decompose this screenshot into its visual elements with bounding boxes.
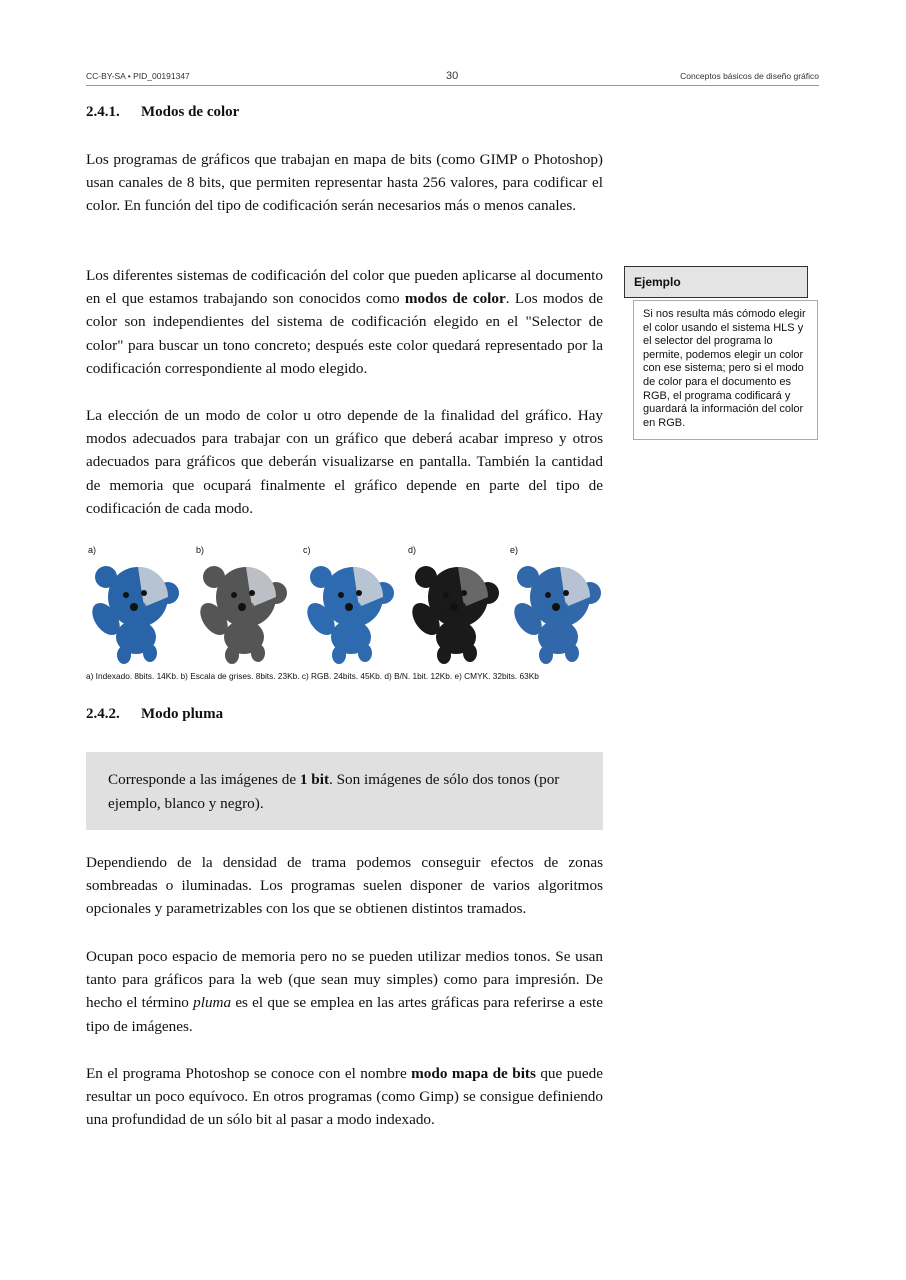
teddy-bear-image [86, 545, 186, 665]
paragraph: Dependiendo de la densidad de trama podemos conseguir efectos de zonas sombreadas o iluminadas. Los programas suelen disponer de varios algoritmos opcionales y parametrizables con los que se obtienen distintos tramados. [86, 854, 603, 918]
header-left: CC-BY-SA • PID_00191347 [86, 71, 190, 81]
paragraph [86, 1062, 603, 1132]
header-right: Conceptos básicos de diseño gráfico [680, 71, 819, 81]
section-heading-modos-color [86, 104, 239, 121]
paragraph [86, 945, 603, 1038]
teddy-bear-icon [301, 557, 401, 665]
sidebar-title: Ejemplo [624, 266, 808, 298]
teddy-bear-image [406, 545, 506, 665]
paragraph: Los programas de gráficos que trabajan en mapa de bits (como GIMP o Photoshop) usan canales de 8 bits, que permiten representar hasta 256 valores, para codificar el color. En función del tipo de codificación serán necesarios más o menos canales. [86, 151, 603, 215]
text: Los diferentes sistemas de codificación del color que pueden aplicarse al documento en el que estamos trabajando son conocidos como [86, 267, 603, 308]
section-heading-modo-pluma [86, 706, 223, 723]
page-number: 30 [446, 70, 459, 82]
text: que puede resultar un poco equívoco. En otros programas (como Gimp) se consigue definiendo una profundidad de un sólo bit al pasar a modo indexado. [86, 1065, 603, 1129]
text: En el programa Photoshop se conoce con el nombre [86, 1065, 412, 1082]
text: . Los modos de color son independientes del sistema de codificación elegido en el "Selector de color" para buscar un tono concreto; después este color quedará representado por la codificación correspondiente al modo elegido. [86, 290, 604, 377]
figure-label: a) [88, 545, 97, 555]
bold-term: 1 bit [299, 771, 330, 788]
section-number: 2.4.1. [86, 104, 120, 120]
teddy-bear-icon [194, 557, 294, 665]
teddy-bear-icon [406, 557, 506, 665]
figure-label: d) [408, 545, 417, 555]
bold-term: modos de color [404, 290, 506, 308]
bold-term: modo mapa de bits [411, 1065, 536, 1082]
section-title: Modo pluma [141, 706, 224, 722]
teddy-bear-image [301, 545, 401, 665]
figure-label: e) [510, 545, 519, 555]
teddy-bear-icon [86, 557, 186, 665]
text: es el que se emplea en las artes gráficas para referirse a este tipo de imágenes. [86, 994, 603, 1035]
paragraph [86, 264, 603, 380]
section-number: 2.4.2. [86, 706, 120, 722]
teddy-bear-image [194, 545, 294, 665]
section-title: Modos de color [141, 104, 240, 120]
teddy-bear-figure [86, 545, 603, 665]
teddy-bear-icon [508, 557, 608, 665]
figure-label: b) [196, 545, 205, 555]
sidebar-text: Si nos resulta más cómodo elegir el color usando el sistema HLS y el selector del programa lo permite, podemos elegir un color con ese sistema; pero si el modo de color para el documento es RGB, el programa codificará y guardará la información del color en RGB. [633, 300, 818, 440]
header-rule [86, 85, 819, 86]
text: Corresponde a las imágenes de [108, 771, 300, 788]
paragraph: La elección de un modo de color u otro depende de la finalidad del gráfico. Hay modos adecuados para trabajar con un gráfico que deberá acabar impreso y otros adecuados para gráficos que deberán visualizarse en pantalla. También la cantidad de memoria que ocupará finalmente el gráfico depende en parte del tipo de codificación de cada modo. [86, 407, 603, 517]
text: Ocupan poco espacio de memoria pero no se pueden utilizar medios tonos. Se usan tanto para gráficos para la web (que sean muy simples) como para impresión. De hecho el término [86, 948, 603, 1012]
figure-label: c) [303, 545, 311, 555]
italic-term: pluma [193, 994, 232, 1012]
figure-caption: a) Indexado. 8bits. 14Kb. b) Escala de grises. 8bits. 23Kb. c) RGB. 24bits. 45Kb. d) B/N. 1bit. 12Kb. e) CMYK. 32bits. 63Kb [86, 671, 539, 681]
highlight-box [86, 752, 603, 830]
teddy-bear-image [508, 545, 608, 665]
text: . Son imágenes de sólo dos tonos (por ejemplo, blanco y negro). [108, 771, 560, 812]
